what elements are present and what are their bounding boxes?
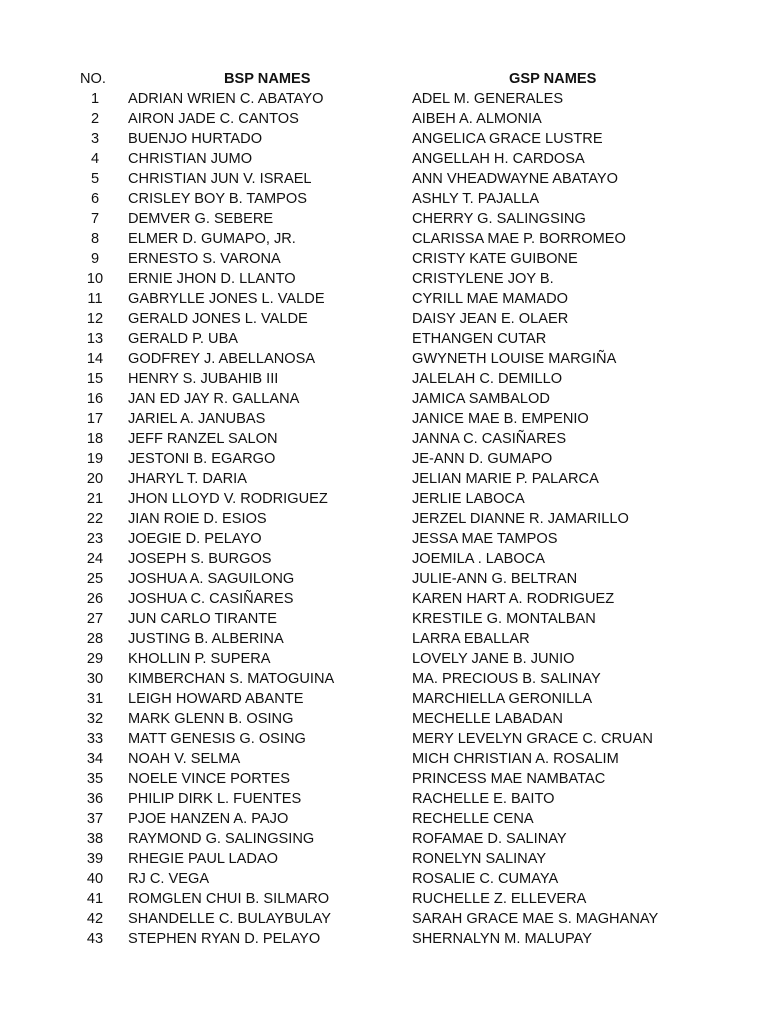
gsp-name: CRISTYLENE JOY B. (412, 271, 554, 287)
bsp-name: PHILIP DIRK L. FUENTES (128, 791, 302, 807)
row-number: 10 (86, 271, 104, 287)
gsp-name: ROSALIE C. CUMAYA (412, 871, 559, 887)
gsp-name: JERLIE LABOCA (412, 491, 525, 507)
row-number: 31 (86, 691, 104, 707)
bsp-name: GODFREY J. ABELLANOSA (128, 351, 316, 367)
table-row (0, 509, 768, 529)
gsp-name: JOEMILA . LABOCA (412, 551, 546, 567)
bsp-name: JAN ED JAY R. GALLANA (128, 391, 300, 407)
bsp-name: GABRYLLE JONES L. VALDE (128, 291, 325, 307)
table-row (0, 589, 768, 609)
gsp-name: PRINCESS MAE NAMBATAC (412, 771, 606, 787)
row-number: 12 (86, 311, 104, 327)
gsp-name: AIBEH A. ALMONIA (412, 111, 542, 127)
table-row (0, 369, 768, 389)
bsp-name: BUENJO HURTADO (128, 131, 263, 147)
bsp-name: NOELE VINCE PORTES (128, 771, 290, 787)
row-number: 35 (86, 771, 104, 787)
row-number: 6 (90, 191, 100, 207)
gsp-name: JE-ANN D. GUMAPO (412, 451, 553, 467)
bsp-name: JOSEPH S. BURGOS (128, 551, 272, 567)
gsp-name: CHERRY G. SALINGSING (412, 211, 586, 227)
row-number: 41 (86, 891, 104, 907)
gsp-name: KRESTILE G. MONTALBAN (412, 611, 596, 627)
row-number: 13 (86, 331, 104, 347)
bsp-name: RHEGIE PAUL LADAO (128, 851, 279, 867)
table-row (0, 309, 768, 329)
table-row (0, 609, 768, 629)
gsp-name: ETHANGEN CUTAR (412, 331, 547, 347)
gsp-name: RECHELLE CENA (412, 811, 534, 827)
table-row (0, 809, 768, 829)
gsp-name: MECHELLE LABADAN (412, 711, 563, 727)
row-number: 34 (86, 751, 104, 767)
bsp-name: ADRIAN WRIEN C. ABATAYO (128, 91, 324, 107)
row-number: 16 (86, 391, 104, 407)
bsp-name: HENRY S. JUBAHIB III (128, 371, 279, 387)
gsp-name: MARCHIELLA GERONILLA (412, 691, 593, 707)
table-row (0, 289, 768, 309)
gsp-name: RACHELLE E. BAITO (412, 791, 555, 807)
bsp-name: GERALD P. UBA (128, 331, 239, 347)
bsp-name: JESTONI B. EGARGO (128, 451, 276, 467)
row-number: 22 (86, 511, 104, 527)
bsp-name: AIRON JADE C. CANTOS (128, 111, 299, 127)
table-row (0, 869, 768, 889)
table-row (0, 929, 768, 949)
table-row (0, 689, 768, 709)
gsp-name: ROFAMAE D. SALINAY (412, 831, 567, 847)
gsp-name: MICH CHRISTIAN A. ROSALIM (412, 751, 619, 767)
table-row (0, 189, 768, 209)
table-row (0, 109, 768, 129)
row-number: 18 (86, 431, 104, 447)
table-row (0, 529, 768, 549)
bsp-name: GERALD JONES L. VALDE (128, 311, 308, 327)
bsp-name: MARK GLENN B. OSING (128, 711, 294, 727)
row-number: 43 (86, 931, 104, 947)
bsp-name: JEFF RANZEL SALON (128, 431, 278, 447)
header-no: NO. (80, 71, 106, 87)
gsp-name: MA. PRECIOUS B. SALINAY (412, 671, 601, 687)
gsp-name: MERY LEVELYN GRACE C. CRUAN (412, 731, 653, 747)
row-number: 25 (86, 571, 104, 587)
row-number: 7 (90, 211, 100, 227)
bsp-name: CRISLEY BOY B. TAMPOS (128, 191, 307, 207)
bsp-name: DEMVER G. SEBERE (128, 211, 274, 227)
row-number: 32 (86, 711, 104, 727)
table-row (0, 89, 768, 109)
gsp-name: LOVELY JANE B. JUNIO (412, 651, 575, 667)
bsp-name: RJ C. VEGA (128, 871, 210, 887)
bsp-name: ROMGLEN CHUI B. SILMARO (128, 891, 330, 907)
gsp-name: JESSA MAE TAMPOS (412, 531, 558, 547)
gsp-name: KAREN HART A. RODRIGUEZ (412, 591, 615, 607)
row-number: 40 (86, 871, 104, 887)
row-number: 15 (86, 371, 104, 387)
bsp-name: JOEGIE D. PELAYO (128, 531, 262, 547)
gsp-name: CLARISSA MAE P. BORROMEO (412, 231, 626, 247)
gsp-name: JALELAH C. DEMILLO (412, 371, 563, 387)
gsp-name: ASHLY T. PAJALLA (412, 191, 540, 207)
roster-table (0, 69, 768, 949)
bsp-name: JOSHUA C. CASIÑARES (128, 591, 294, 607)
row-number: 21 (86, 491, 104, 507)
table-row (0, 229, 768, 249)
table-row (0, 909, 768, 929)
bsp-name: MATT GENESIS G. OSING (128, 731, 306, 747)
bsp-name: JUN CARLO TIRANTE (128, 611, 277, 627)
gsp-name: RUCHELLE Z. ELLEVERA (412, 891, 587, 907)
row-number: 39 (86, 851, 104, 867)
table-row (0, 749, 768, 769)
table-row (0, 169, 768, 189)
table-row (0, 629, 768, 649)
row-number: 5 (90, 171, 100, 187)
table-row (0, 469, 768, 489)
row-number: 38 (86, 831, 104, 847)
gsp-name: CYRILL MAE MAMADO (412, 291, 568, 307)
bsp-name: JOSHUA A. SAGUILONG (128, 571, 295, 587)
table-row (0, 329, 768, 349)
gsp-name: ANGELICA GRACE LUSTRE (412, 131, 603, 147)
bsp-name: STEPHEN RYAN D. PELAYO (128, 931, 321, 947)
bsp-name: JARIEL A. JANUBAS (128, 411, 266, 427)
table-row (0, 829, 768, 849)
row-number: 17 (86, 411, 104, 427)
bsp-name: LEIGH HOWARD ABANTE (128, 691, 304, 707)
table-row (0, 649, 768, 669)
bsp-name: ERNESTO S. VARONA (128, 251, 281, 267)
table-row (0, 249, 768, 269)
bsp-name: JIAN ROIE D. ESIOS (128, 511, 267, 527)
row-number: 28 (86, 631, 104, 647)
gsp-name: ADEL M. GENERALES (412, 91, 564, 107)
table-row (0, 489, 768, 509)
bsp-name: CHRISTIAN JUMO (128, 151, 253, 167)
table-header (0, 69, 768, 89)
bsp-name: KHOLLIN P. SUPERA (128, 651, 271, 667)
table-row (0, 849, 768, 869)
bsp-name: KIMBERCHAN S. MATOGUINA (128, 671, 335, 687)
table-row (0, 549, 768, 569)
gsp-name: LARRA EBALLAR (412, 631, 530, 647)
gsp-name: ANGELLAH H. CARDOSA (412, 151, 585, 167)
table-row (0, 429, 768, 449)
row-number: 37 (86, 811, 104, 827)
header-gsp-names: GSP NAMES (509, 71, 597, 87)
row-number: 19 (86, 451, 104, 467)
gsp-name: CRISTY KATE GUIBONE (412, 251, 578, 267)
row-number: 11 (87, 291, 103, 307)
row-number: 3 (90, 131, 100, 147)
row-number: 1 (90, 91, 100, 107)
bsp-name: RAYMOND G. SALINGSING (128, 831, 315, 847)
gsp-name: ANN VHEADWAYNE ABATAYO (412, 171, 618, 187)
table-row (0, 769, 768, 789)
gsp-name: GWYNETH LOUISE MARGIÑA (412, 351, 617, 367)
header-bsp-names: BSP NAMES (224, 71, 311, 87)
row-number: 20 (86, 471, 104, 487)
row-number: 23 (86, 531, 104, 547)
table-row (0, 889, 768, 909)
bsp-name: CHRISTIAN JUN V. ISRAEL (128, 171, 312, 187)
bsp-name: ERNIE JHON D. LLANTO (128, 271, 296, 287)
table-row (0, 349, 768, 369)
gsp-name: JELIAN MARIE P. PALARCA (412, 471, 599, 487)
row-number: 42 (86, 911, 104, 927)
gsp-name: JULIE-ANN G. BELTRAN (412, 571, 578, 587)
table-row (0, 129, 768, 149)
table-row (0, 269, 768, 289)
table-row (0, 209, 768, 229)
gsp-name: JAMICA SAMBALOD (412, 391, 550, 407)
row-number: 33 (86, 731, 104, 747)
table-row (0, 669, 768, 689)
row-number: 30 (86, 671, 104, 687)
table-row (0, 789, 768, 809)
row-number: 14 (86, 351, 104, 367)
row-number: 2 (90, 111, 100, 127)
gsp-name: JERZEL DIANNE R. JAMARILLO (412, 511, 629, 527)
row-number: 4 (90, 151, 100, 167)
table-row (0, 149, 768, 169)
gsp-name: JANNA C. CASIÑARES (412, 431, 567, 447)
gsp-name: SARAH GRACE MAE S. MAGHANAY (412, 911, 659, 927)
table-row (0, 729, 768, 749)
row-number: 29 (86, 651, 104, 667)
table-row (0, 409, 768, 429)
table-row (0, 449, 768, 469)
bsp-name: SHANDELLE C. BULAYBULAY (128, 911, 332, 927)
gsp-name: JANICE MAE B. EMPENIO (412, 411, 589, 427)
table-row (0, 709, 768, 729)
row-number: 26 (86, 591, 104, 607)
row-number: 36 (86, 791, 104, 807)
bsp-name: JHON LLOYD V. RODRIGUEZ (128, 491, 328, 507)
row-number: 27 (86, 611, 104, 627)
gsp-name: RONELYN SALINAY (412, 851, 547, 867)
bsp-name: JHARYL T. DARIA (128, 471, 247, 487)
bsp-name: ELMER D. GUMAPO, JR. (128, 231, 296, 247)
gsp-name: DAISY JEAN E. OLAER (412, 311, 569, 327)
bsp-name: NOAH V. SELMA (128, 751, 241, 767)
row-number: 9 (90, 251, 100, 267)
row-number: 8 (90, 231, 100, 247)
row-number: 24 (86, 551, 104, 567)
gsp-name: SHERNALYN M. MALUPAY (412, 931, 593, 947)
bsp-name: JUSTING B. ALBERINA (128, 631, 284, 647)
table-row (0, 569, 768, 589)
bsp-name: PJOE HANZEN A. PAJO (128, 811, 289, 827)
table-row (0, 389, 768, 409)
